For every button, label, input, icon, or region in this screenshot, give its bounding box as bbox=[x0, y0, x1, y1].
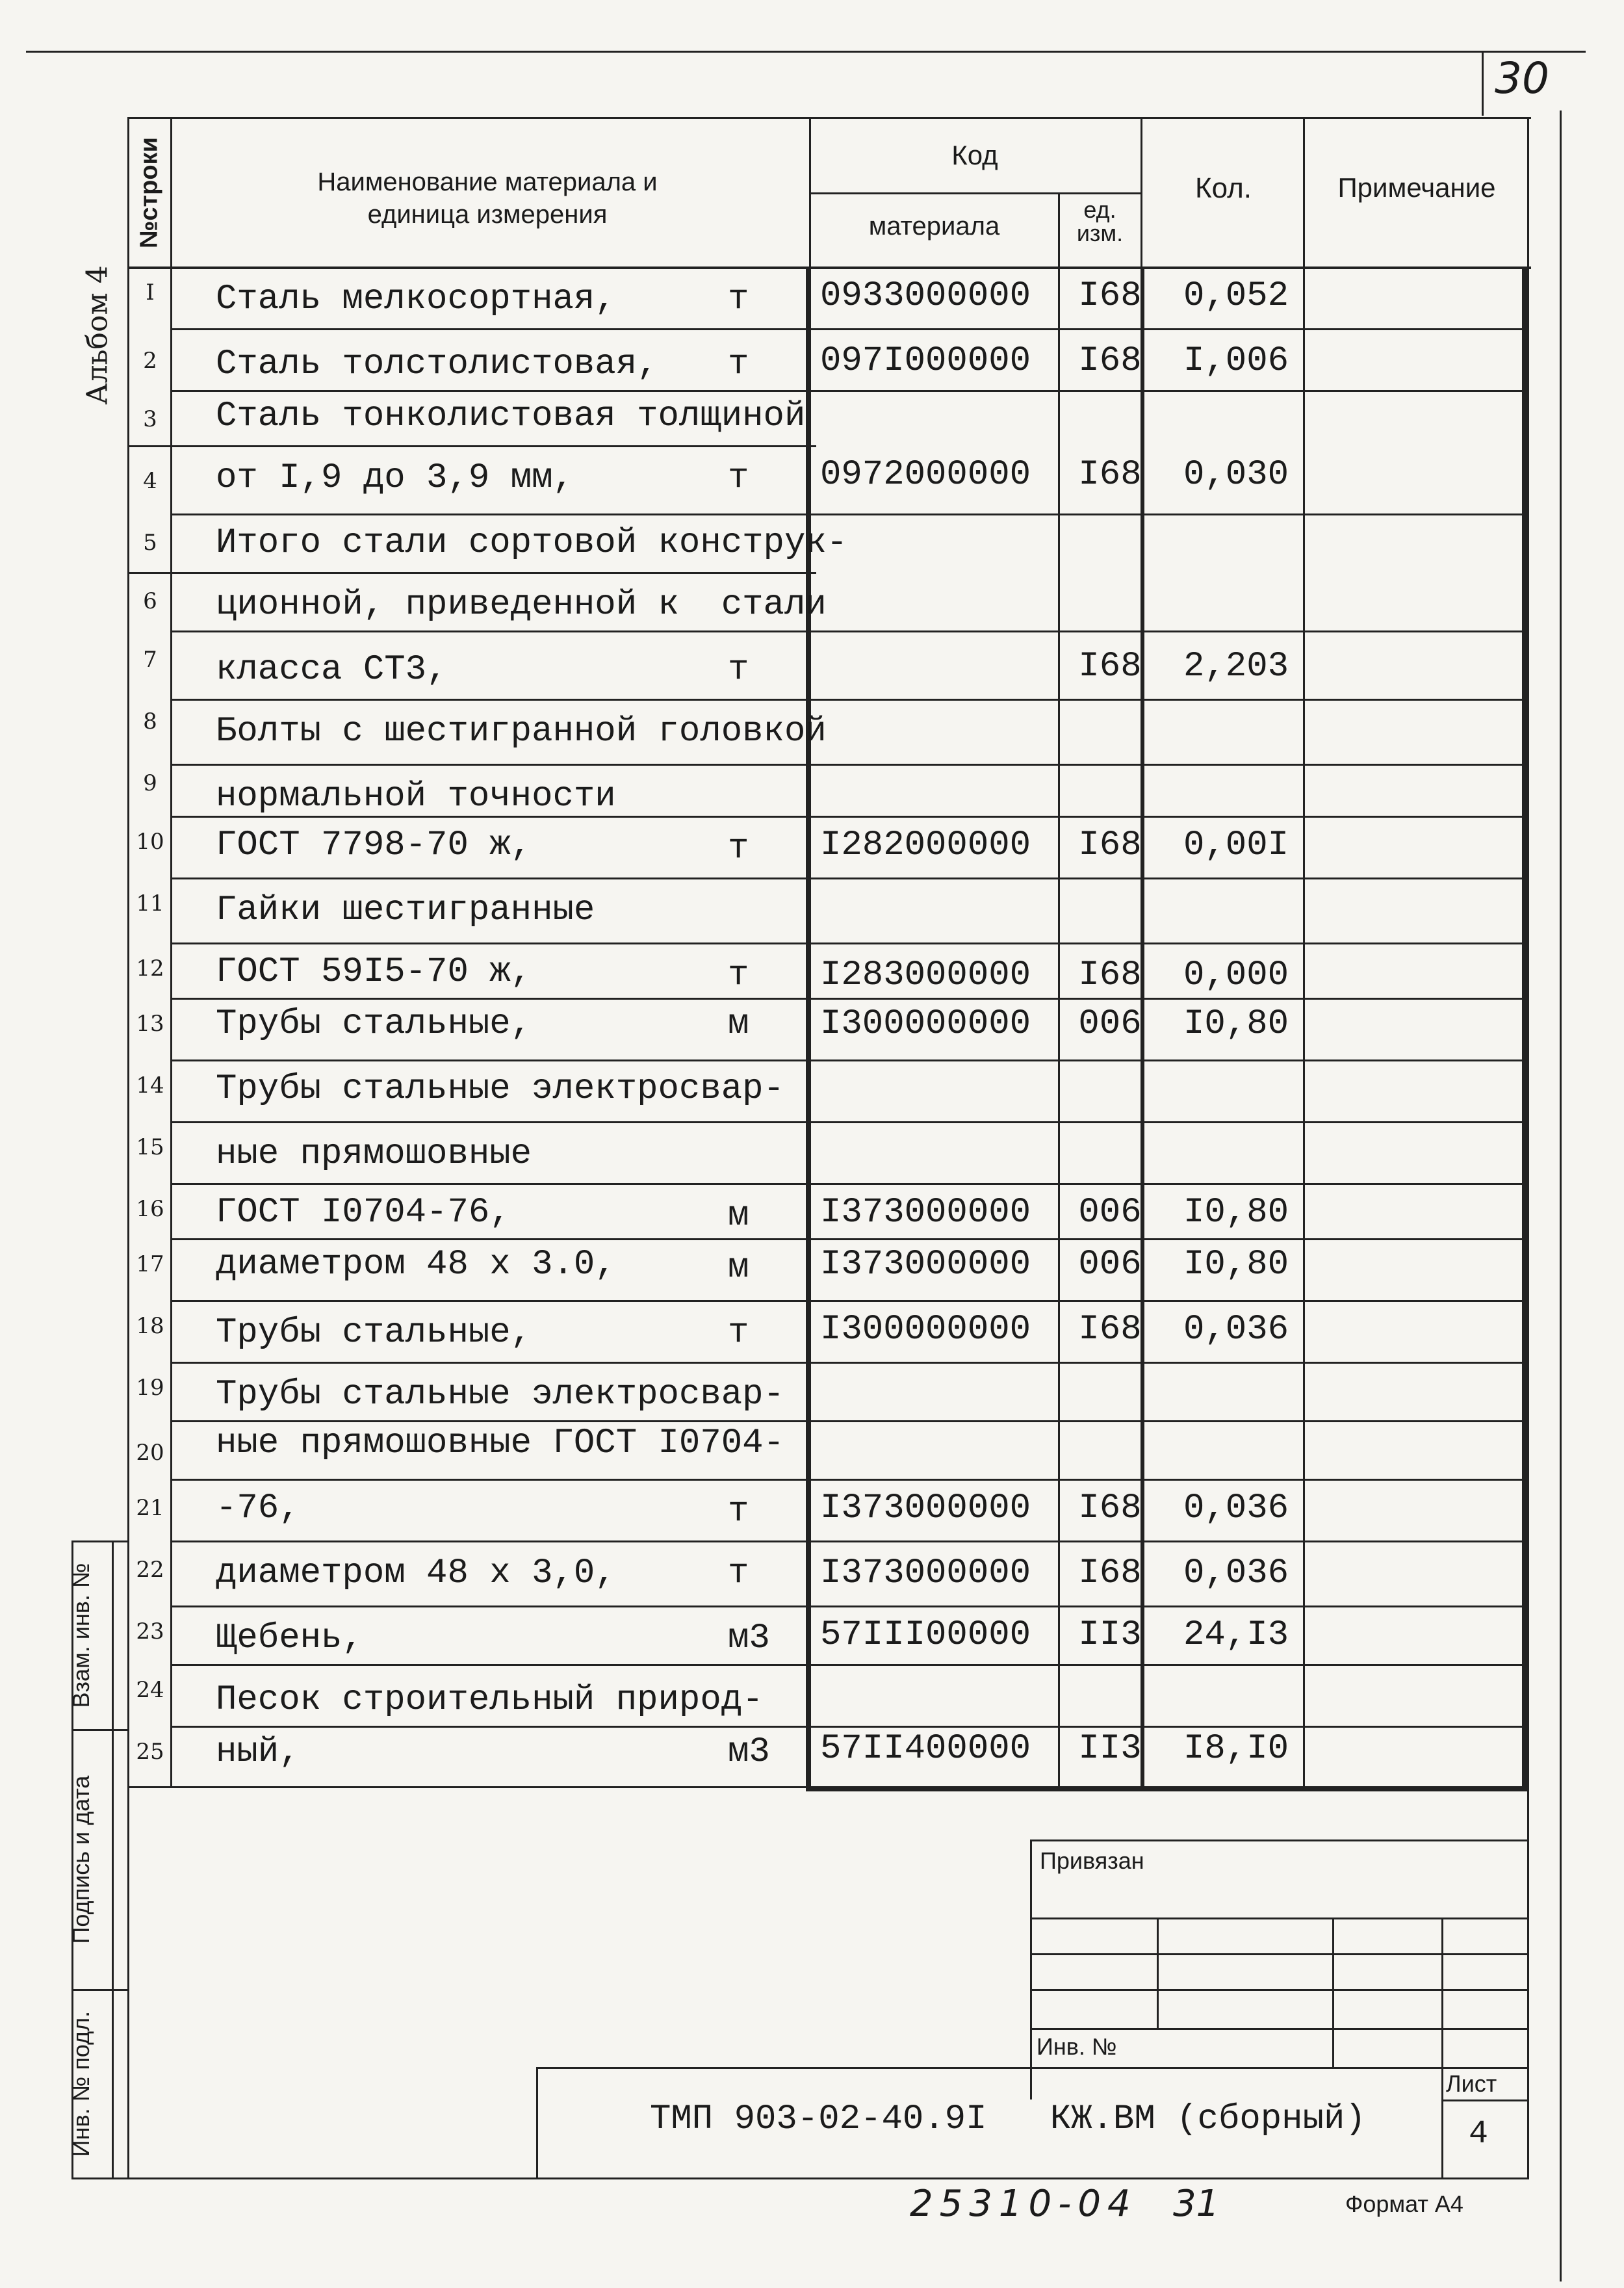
side-inv-podl: Инв. № подл. bbox=[68, 2010, 94, 2157]
privyazan-label: Привязан bbox=[1040, 1847, 1144, 1874]
page-number: 30 bbox=[1495, 53, 1549, 103]
header-row-number: №строки bbox=[135, 137, 163, 248]
header-material-code: материала bbox=[868, 212, 1000, 240]
page-number-box-left bbox=[1482, 51, 1484, 116]
side-podpis-data: Подпись и дата bbox=[68, 1775, 94, 1944]
handwritten-page: 31 bbox=[1173, 2183, 1220, 2225]
right-border bbox=[1560, 110, 1562, 2282]
document-designation: ТМП 903-02-40.9I КЖ.ВМ (сборный) bbox=[650, 2100, 1366, 2139]
album-label: Альбом 4 bbox=[81, 265, 114, 405]
inv-no-label: Инв. № bbox=[1037, 2033, 1117, 2060]
top-border bbox=[26, 51, 1586, 53]
list-label: Лист bbox=[1446, 2070, 1497, 2097]
header-quantity: Кол. bbox=[1194, 172, 1252, 204]
handwritten-number: 25310-04 bbox=[910, 2183, 1137, 2225]
header-unit-code: ед. изм. bbox=[1076, 196, 1124, 246]
list-number: 4 bbox=[1469, 2116, 1489, 2153]
header-material-name: Наименование материала и единица измерения bbox=[317, 168, 658, 229]
header-note: Примечание bbox=[1337, 172, 1496, 203]
header-code: Код bbox=[951, 140, 998, 170]
side-vzam-inv: Взам. инв. № bbox=[68, 1563, 94, 1708]
format-label: Формат А4 bbox=[1345, 2190, 1463, 2217]
